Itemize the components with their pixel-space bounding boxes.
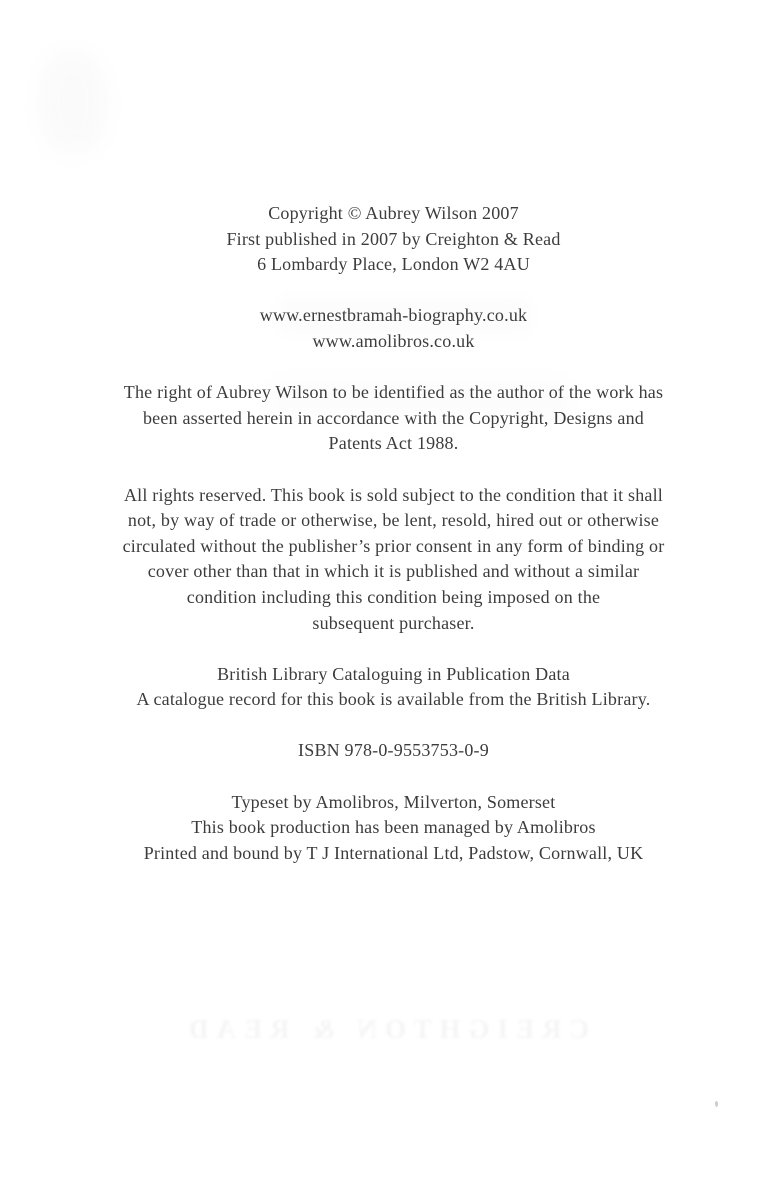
bl-cataloguing-line: British Library Cataloguing in Publication Data	[217, 663, 570, 684]
urls-block	[64, 303, 724, 354]
printed-bound-line: Printed and bound by T J International Ltd, Padstow, Cornwall, UK	[143, 842, 644, 863]
show-through-mirrored-text: CREIGHTON & READ	[180, 1014, 589, 1044]
scan-smudge-artifact	[38, 50, 108, 155]
first-published-line: First published in 2007 by Creighton & Read	[226, 228, 561, 249]
rights-assertion-line-1: The right of Aubrey Wilson to be identified as the author of the work has	[123, 382, 664, 403]
copyright-text-column	[64, 201, 724, 892]
typeset-line: Typeset by Amolibros, Milverton, Somerset	[231, 791, 556, 812]
isbn-block	[64, 738, 724, 764]
publisher-address-line: 6 Lombardy Place, London W2 4AU	[257, 254, 530, 275]
rights-assertion-line-2: been asserted herein in accordance with the Copyright, Designs and	[142, 407, 645, 428]
all-rights-line-5: condition including this condition being imposed on the	[186, 586, 601, 607]
biography-url: www.ernestbramah-biography.co.uk	[259, 305, 528, 326]
british-library-block	[64, 662, 724, 713]
production-block	[64, 790, 724, 867]
imprint-block	[64, 201, 724, 278]
ink-speck-artifact	[715, 1101, 718, 1107]
all-rights-line-1: All rights reserved. This book is sold subject to the condition that it shall	[123, 484, 663, 505]
copyright-line: Copyright © Aubrey Wilson 2007	[268, 203, 519, 223]
isbn-line: ISBN 978-0-9553753-0-9	[298, 740, 489, 761]
all-rights-line-2: not, by way of trade or otherwise, be lent, resold, hired out or otherwise	[127, 510, 660, 531]
all-rights-reserved-block	[64, 483, 724, 637]
bl-record-line: A catalogue record for this book is available from the British Library.	[136, 689, 651, 710]
all-rights-line-3: circulated without the publisher’s prior consent in any form of binding or	[122, 535, 665, 556]
amolibros-url: www.amolibros.co.uk	[312, 330, 475, 351]
production-managed-line: This book production has been managed by Amolibros	[191, 817, 596, 838]
rights-assertion-line-3: Patents Act 1988.	[328, 433, 459, 454]
all-rights-line-6: subsequent purchaser.	[312, 612, 475, 633]
rights-assertion-block	[64, 380, 724, 457]
all-rights-line-4: cover other than that in which it is published and without a similar	[147, 561, 640, 582]
